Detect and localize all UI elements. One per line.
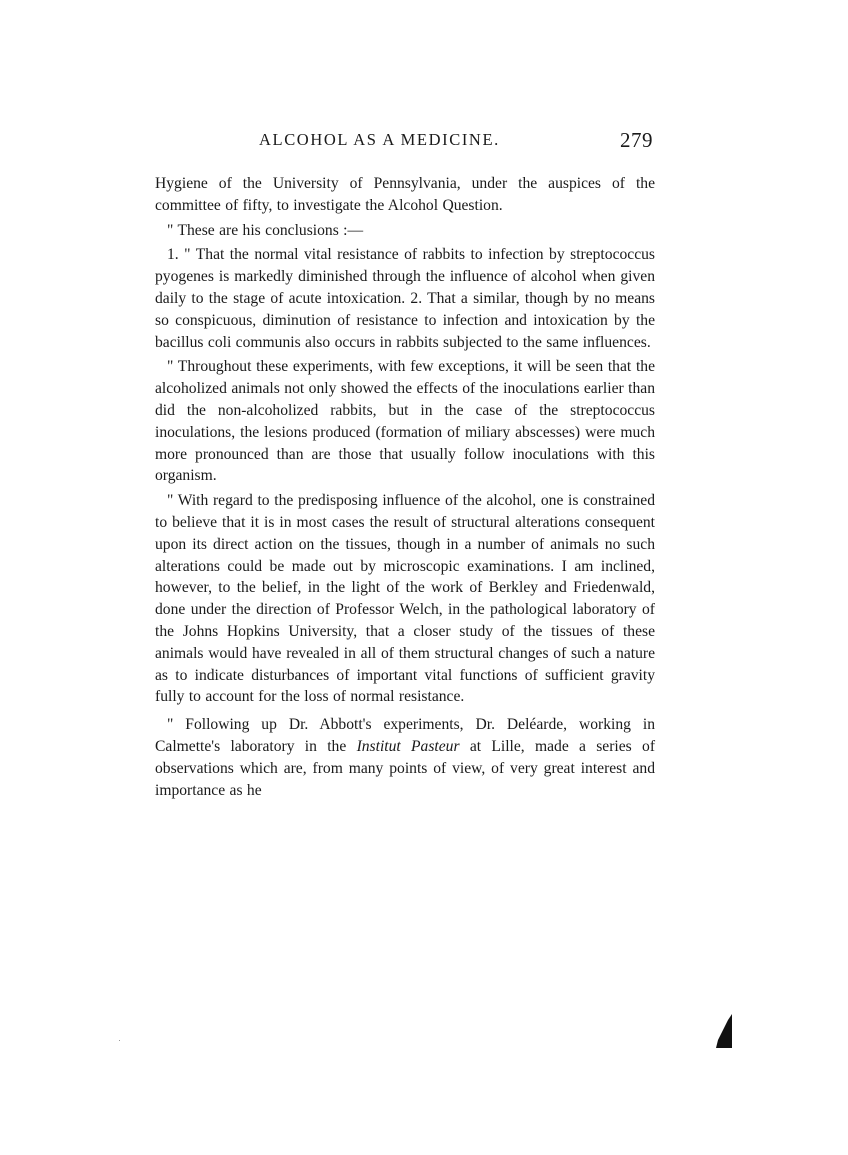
paragraph-conclusions-intro: " These are his conclusions :— [167, 221, 364, 239]
running-head [155, 128, 655, 156]
running-title: ALCOHOL AS A MEDICINE. [259, 130, 500, 149]
scan-corner-mark-icon [714, 1014, 734, 1048]
body-text [155, 173, 655, 801]
paragraph-experiments: " Throughout these experiments, with few exceptions, it will be seen that the alcoholized animals not only showed the effects of the inoculations earlier than did the non-alcoholized rabbits, but in the case of the streptococcus inoculations, the lesions produced (formation of miliary abscesses) were much more pronounced than are those that usually follow inoculations with this organism. [155, 358, 655, 485]
institut-pasteur-italic: Institut Pasteur [356, 737, 460, 755]
page-content [155, 128, 655, 804]
paragraph-delearde [155, 714, 655, 801]
paragraph-delearde-start: " Following up Dr. Abbott's experiments, Dr. Deléarde, working in Calmette's laboratory in the [155, 716, 655, 755]
scan-speck [119, 1040, 120, 1041]
paragraph-delearde-end: at Lille, made a series of observations which are, from many points of view, of very great interest and importance as he [155, 737, 656, 799]
paragraph-conclusions: 1. " That the normal vital resistance of rabbits to infection by streptococcus pyogenes is markedly diminished through the influence of alcohol when given daily to the stage of acute intoxication. 2. That a similar, though by no means so conspicuous, diminution of resistance to infection and intoxication by the bacillus coli communis also occurs in rabbits subjected to the same influences. [155, 246, 655, 351]
paragraph-hygiene: Hygiene of the University of Pennsylvania, under the auspices of the committee of fifty, to investigate the Alcohol Question. [155, 175, 655, 214]
paragraph-predisposing-influence: " With regard to the predisposing influence of the alcohol, one is constrained to believe that it is in most cases the result of structural alterations consequent upon its direct action on the tissues, though in a number of animals no such alterations could be made out by microscopic examinations. I am inclined, however, to the belief, in the light of the work of Berkley and Friedenwald, done under the direction of Professor Welch, in the pathological laboratory of the Johns Hopkins University, that a closer study of the tissues of these animals would have revealed in all of them structural changes of such a nature as to indicate disturbances of important vital functions of sufficient gravity fully to account for the loss of normal resistance. [155, 492, 655, 706]
page-number: 279 [620, 128, 653, 152]
